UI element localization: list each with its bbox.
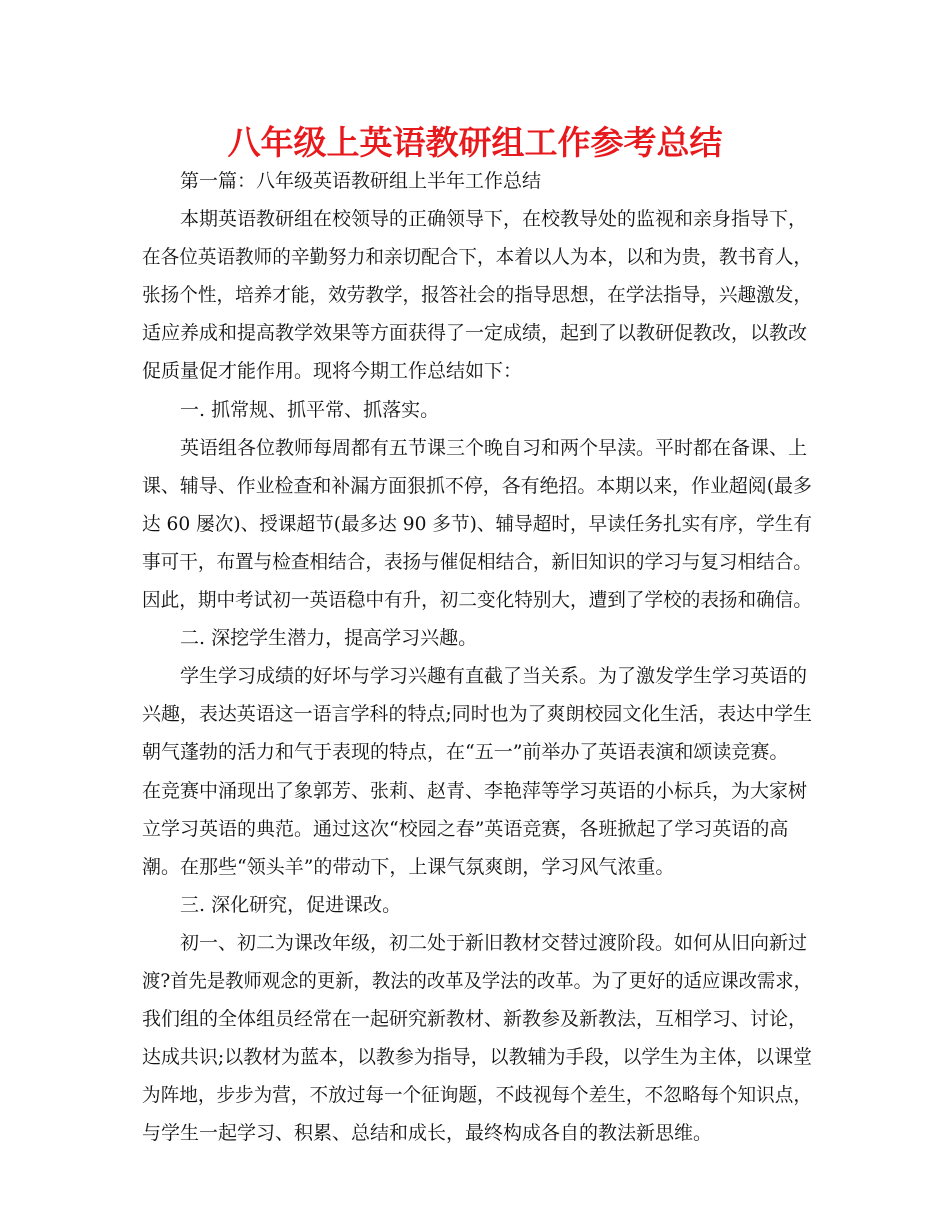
paragraph-line: 朝气蓬勃的活力和气于表现的特点，在“五一”前举办了英语表演和颂读竞赛。 xyxy=(142,741,789,764)
paragraph-first-line: 初一、初二为课改年级，初二处于新旧教材交替过渡阶段。如何从旧向新过 xyxy=(180,931,808,954)
document-title: 八年级上英语教研组工作参考总结 xyxy=(227,123,723,162)
paragraph-line: 与学生一起学习、积累、总结和成长，最终构成各自的教法新思维。 xyxy=(142,1122,713,1145)
paragraph-first-line: 三. 深化研究，促进课改。 xyxy=(180,893,402,916)
paragraph-line: 在各位英语教师的辛勤努力和亲切配合下，本着以人为本，以和为贵，教书育人， xyxy=(142,246,812,269)
paragraph-line: 潮。在那些“领头羊”的带动下，上课气氛爽朗，学习风气浓重。 xyxy=(142,855,675,878)
paragraph-first-line: 二. 深挖学生潜力，提高学习兴趣。 xyxy=(180,627,478,650)
paragraph-line: 立学习英语的典范。通过这次“校园之春”英语竞赛，各班掀起了学习英语的高 xyxy=(142,817,789,840)
paragraph-line: 为阵地，步步为营，不放过每一个征询题，不歧视每个差生，不忽略每个知识点， xyxy=(142,1084,812,1107)
paragraph-line: 达 60 屡次)、授课超节(最多达 90 多节)、辅导超时，早读任务扎实有序，学生有 xyxy=(142,512,812,535)
paragraph-line: 因此，期中考试初一英语稳中有升，初二变化特别大，遭到了学校的表扬和确信。 xyxy=(142,589,812,612)
paragraph-line: 我们组的全体组员经常在一起研究新教材、新教参及新教法，互相学习、讨论， xyxy=(142,1008,808,1031)
paragraph-line: 在竞赛中涌现出了象郭芳、张莉、赵青、李艳萍等学习英语的小标兵，为大家树 xyxy=(142,779,808,802)
paragraph-first-line: 学生学习成绩的好坏与学习兴趣有直截了当关系。为了激发学生学习英语的 xyxy=(180,665,808,688)
paragraph-line: 适应养成和提高教学效果等方面获得了一定成绩，起到了以教研促教改，以教改 xyxy=(142,322,808,345)
paragraph-first-line: 本期英语教研组在校领导的正确领导下，在校教导处的监视和亲身指导下， xyxy=(180,208,808,231)
paragraph-first-line: 英语组各位教师每周都有五节课三个晚自习和两个早渎。平时都在备课、上 xyxy=(180,436,808,459)
document-body xyxy=(142,162,812,1152)
paragraph-line: 达成共识;以教材为蓝本，以教参为指导，以教辅为手段，以学生为主体，以课堂 xyxy=(142,1046,812,1069)
paragraph-line: 渡?首先是教师观念的更新，教法的改革及学法的改革。为了更好的适应课改需求， xyxy=(142,969,812,992)
paragraph-first-line: 一. 抓常规、抓平常、抓落实。 xyxy=(180,398,440,421)
paragraph-line: 课、辅导、作业检查和补漏方面狠抓不停，各有绝招。本期以来，作业超阅(最多 xyxy=(142,474,812,497)
paragraph-line: 事可干，布置与检查相结合，表扬与催促相结合，新旧知识的学习与复习相结合。 xyxy=(142,550,812,573)
paragraph-line: 促质量促才能作用。现将今期工作总结如下： xyxy=(142,360,523,383)
paragraph-first-line: 第一篇：八年级英语教研组上半年工作总结 xyxy=(180,170,542,192)
paragraph-line: 兴趣，表达英语这一语言学科的特点;同时也为了爽朗校园文化生活，表达中学生 xyxy=(142,703,812,726)
paragraph-line: 张扬个性，培养才能，效劳教学，报答社会的指导思想，在学法指导，兴趣激发， xyxy=(142,284,812,307)
